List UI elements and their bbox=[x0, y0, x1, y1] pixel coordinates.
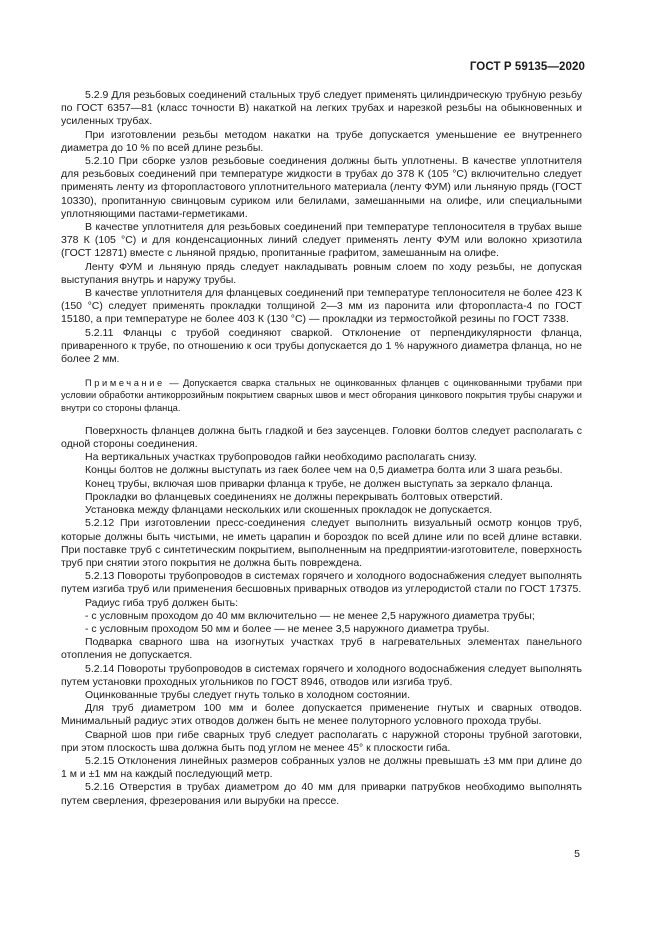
note bbox=[61, 377, 582, 414]
paragraph: 5.2.15 Отклонения линейных размеров собранных узлов не должны превышать ±3 мм при длине до 1 м и ±1 мм на каждый последующий метр. bbox=[61, 754, 582, 781]
paragraph: Поверхность фланцев должна быть гладкой и без заусенцев. Головки болтов следует располагать с одной стороны соединения. bbox=[61, 424, 582, 451]
paragraph: Конец трубы, включая шов приварки фланца к трубе, не должен выступать за зеркало фланца. bbox=[85, 477, 553, 490]
paragraph: Оцинкованные трубы следует гнуть только в холодном состоянии. bbox=[85, 688, 410, 701]
paragraph: 5.2.14 Повороты трубопроводов в системах горячего и холодного водоснабжения следует выполнять путем установки проходных угольников по ГОСТ 8946, отводов или изгиба труб. bbox=[61, 662, 582, 688]
paragraph: На вертикальных участках трубопроводов гайки необходимо располагать снизу. bbox=[85, 451, 477, 464]
paragraph: 5.2.12 При изготовлении пресс-соединения следует выполнить визуальный осмотр концов труб, которые должны быть чистыми, не иметь царапин и бороздок по всей длине или по всей длине вставки. При поставке труб с синтетическим покрытием, выполненным на предприятии-изготовителе, поверхность труб при снятии этого покрытия не должна быть повреждена. bbox=[61, 517, 582, 569]
list-item: - с условным проходом до 40 мм включительно — не менее 2,5 наружного диаметра трубы; bbox=[85, 609, 535, 622]
paragraph: Ленту ФУМ и льняную прядь следует накладывать ровным слоем по ходу резьбы, не допуская выступания внутрь и наружу трубы. bbox=[61, 260, 582, 286]
paragraph: Подварка сварного шва на изогнутых участках труб в нагревательных элементах панельного отопления не допускается. bbox=[61, 636, 582, 662]
paragraph: Установка между фланцами нескольких или скошенных прокладок не допускается. bbox=[85, 504, 493, 517]
paragraph: Радиус гиба труб должен быть: bbox=[85, 596, 239, 609]
paragraph: 5.2.9 Для резьбовых соединений стальных труб следует применять цилиндрическую трубную резьбу по ГОСТ 6357—81 (класс точности В) накаткой на легких трубах и нарезкой резьбы на обыкновенных и усиленных трубах. bbox=[61, 89, 582, 128]
paragraph: 5.2.13 Повороты трубопроводов в системах горячего и холодного водоснабжения следует выполнять путем изгиба труб или применения бесшовных приварных отводов из углеродистой стали по ГОСТ 17375. bbox=[61, 570, 582, 596]
paragraph: Для труб диаметром 100 мм и более допускается применение гнутых и сварных отводов. Минимальный радиус этих отводов должен быть не менее полуторного условного прохода трубы. bbox=[61, 702, 582, 728]
list-item: - с условным проходом 50 мм и более — не менее 3,5 наружного диаметра трубы. bbox=[85, 622, 490, 635]
note-text: — Допускается сварка стальных не оцинкованных фланцев с оцинкованными трубами при условии обработки антикоррозийным покрытием сварных швов и мест обгорания цинкового покрытия трубы снаружи и внутри со стороны фланца. bbox=[61, 378, 582, 413]
paragraph: 5.2.16 Отверстия в трубах диаметром до 40 мм для приварки патрубков необходимо выполнять путем сверления, фрезерования или вырубки на прессе. bbox=[61, 781, 582, 807]
paragraph: В качестве уплотнителя для резьбовых соединений при температуре теплоносителя в трубах выше 378 К (105 °С) и для конденсационных линий следует применять ленту ФУМ или волокно хризотила (ГОСТ 12871) вместе с льняной прядью, пропитанные графитом, замешанным на олифе. bbox=[61, 221, 582, 260]
document-body bbox=[61, 89, 582, 808]
paragraph: 5.2.10 При сборке узлов резьбовые соединения должны быть уплотнены. В качестве уплотнителя для резьбовых соединений при температуре жидкости в трубах до 378 К (105 °С) включительно следует применять ленту из фторопластового уплотнительного материала (ленту ФУМ) или льняную прядь (ГОСТ 10330), пропитанную свинцовым суриком или белилами, замешанными на олифе, или специальными уплотняющими пастами-герметиками. bbox=[61, 155, 582, 220]
paragraph: 5.2.11 Фланцы с трубой соединяют сваркой. Отклонение от перпендикулярности фланца, приваренного к трубе, по отношению к оси трубы допускается до 1 % наружного диаметра фланца, но не более 2 мм. bbox=[61, 326, 582, 366]
page-number: 5 bbox=[574, 848, 580, 860]
paragraph: Сварной шов при гибе сварных труб следует располагать с наружной стороны трубной заготовки, при этом плоскость шва должна быть под углом не менее 45° к плоскости гиба. bbox=[61, 728, 582, 754]
paragraph: В качестве уплотнителя для фланцевых соединений при температуре теплоносителя не более 423 К (150 °С) следует применять прокладки толщиной 2—3 мм из паронита или фторопласта-4 по ГОСТ 15180, а при температуре не более 403 К (130 °С) — прокладки из термостойкой резины по ГОСТ 7338. bbox=[61, 287, 582, 326]
paragraph: Прокладки во фланцевых соединениях не должны перекрывать болтовых отверстий. bbox=[85, 490, 503, 503]
paragraph: При изготовлении резьбы методом накатки на трубе допускается уменьшение ее внутреннего диаметра до 10 % по всей длине резьбы. bbox=[61, 128, 582, 154]
document-header: ГОСТ Р 59135—2020 bbox=[469, 61, 585, 73]
paragraph: Концы болтов не должны выступать из гаек более чем на 0,5 диаметра болта или 3 шага резьбы. bbox=[85, 464, 563, 477]
note-label: Примечание bbox=[85, 378, 165, 389]
